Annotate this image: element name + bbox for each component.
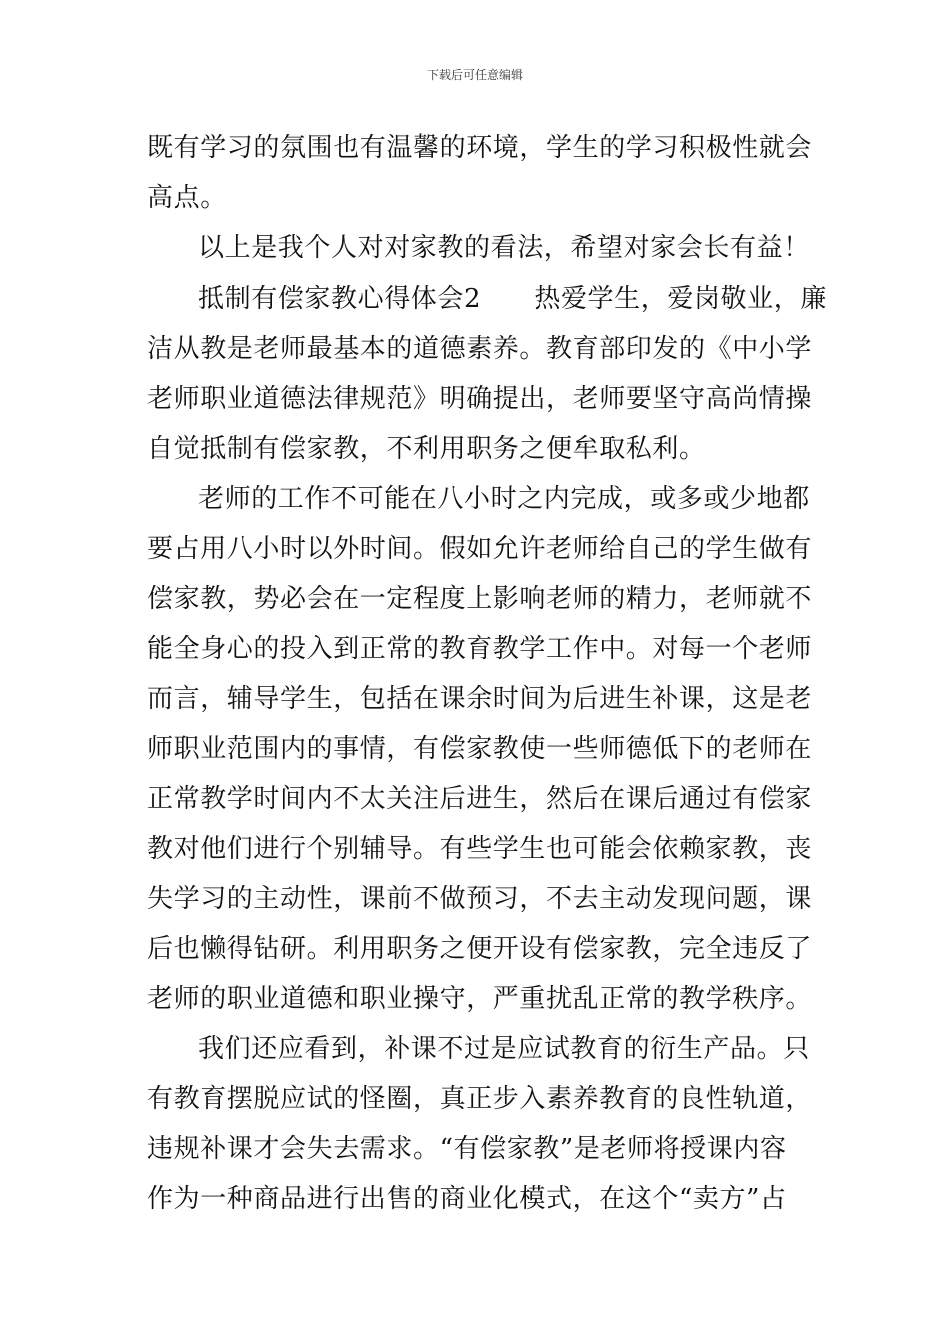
text-line: 抵制有偿家教心得体会2 热爱学生，爱岗敬业，廉: [198, 284, 827, 314]
text-line: 洁从教是老师最基本的道德素养。教育部印发的《中小学: [147, 334, 813, 364]
text-line: 我们还应看到，补课不过是应试教育的衍生产品。只: [198, 1034, 810, 1064]
page-header: 下载后可任意编辑: [426, 68, 523, 82]
text-line: 老师职业道德法律规范》明确提出，老师要坚守高尚情操: [147, 384, 813, 414]
text-line: 有教育摆脱应试的怪圈，真正步入素养教育的良性轨道，: [147, 1084, 813, 1114]
text-line: 高点。: [147, 183, 227, 213]
text-line: 后也懒得钻研。利用职务之便开设有偿家教，完全违反了: [147, 934, 813, 964]
text-line: 教对他们进行个别辅导。有些学生也可能会依赖家教，丧: [147, 834, 813, 864]
text-line: 自觉抵制有偿家教，不利用职务之便牟取私利。: [147, 434, 706, 464]
text-line: 作为一种商品进行出售的商业化模式，在这个“卖方”占: [147, 1184, 787, 1214]
text-line: 违规补课才会失去需求。“有偿家教”是老师将授课内容: [147, 1134, 787, 1164]
text-line: 能全身心的投入到正常的教育教学工作中。对每一个老师: [147, 634, 813, 664]
text-line: 老师的工作不可能在八小时之内完成，或多或少地都: [198, 484, 810, 514]
text-line: 而言，辅导学生，包括在课余时间为后进生补课，这是老: [147, 684, 813, 714]
text-line: 老师的职业道德和职业操守，严重扰乱正常的教学秩序。: [147, 984, 813, 1014]
text-line: 师职业范围内的事情，有偿家教使一些师德低下的老师在: [147, 734, 813, 764]
text-line: 偿家教，势必会在一定程度上影响老师的精力，老师就不: [147, 584, 813, 614]
text-line: 既有学习的氛围也有温馨的环境，学生的学习积极性就会: [147, 133, 813, 163]
text-line: 以上是我个人对对家教的看法，希望对家会长有益！: [198, 233, 810, 263]
text-line: 要占用八小时以外时间。假如允许老师给自己的学生做有: [147, 534, 813, 564]
text-line: 正常教学时间内不太关注后进生，然后在课后通过有偿家: [147, 784, 813, 814]
text-line: 失学习的主动性，课前不做预习，不去主动发现问题，课: [147, 884, 813, 914]
